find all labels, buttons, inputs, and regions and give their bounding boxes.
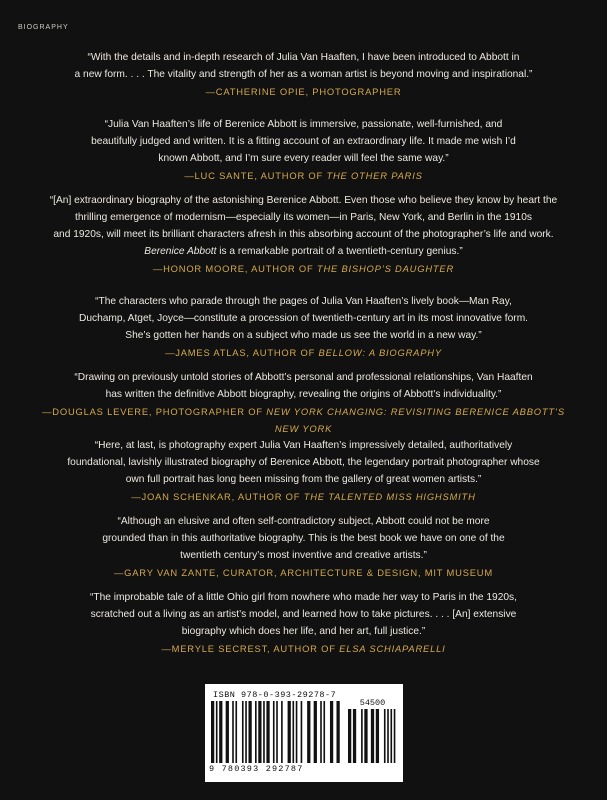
quote-line: “Drawing on previously untold stories of Abbott’s personal and professional relationships, Van Haaften — [74, 372, 533, 383]
quote-line: grounded than in this authoritative biography. This is the best book we have on one of the — [102, 533, 505, 544]
barcode-bar — [384, 709, 386, 763]
barcode-bar — [273, 701, 275, 763]
barcode-bar — [376, 709, 379, 763]
quote-line: “With the details and in-depth research of Julia Van Haaften, I have been introduced to Abbott in — [87, 52, 520, 63]
quote-line: “[An] extraordinary biography of the astonishing Berenice Abbott. Even those who believe they know by heart the — [49, 195, 558, 206]
quote-line: a new form. . . . The vitality and strength of her as a woman artist is beyond moving and inspirational.” — [74, 69, 533, 80]
barcode-bar — [348, 709, 351, 763]
blurb-schenkar — [30, 437, 577, 505]
quote-line: scratched out a living as an artist’s model, and learned how to take pictures. . . . [An] extensive — [90, 609, 517, 620]
price-barcode-bars — [348, 709, 397, 763]
quote-line: foundational, lavishly illustrated biography of Berenice Abbott, the legendary portrait photographer whose — [67, 457, 540, 468]
ean-barcode-bars — [211, 701, 343, 763]
quote-line: known Abbott, and I’m sure every reader will feel the same way.” — [158, 153, 449, 164]
attribution — [30, 488, 577, 505]
attribution-author: —JOAN SCHENKAR, AUTHOR OF — [131, 491, 304, 502]
barcode-bar — [296, 701, 298, 763]
attribution-book-title: THE TALENTED MISS HIGHSMITH — [303, 491, 476, 502]
barcode-bar — [235, 701, 237, 763]
quote-line: “Julia Van Haaften’s life of Berenice Abbott is immersive, passionate, well-furnished, and — [104, 119, 503, 130]
barcode-bar — [232, 701, 234, 763]
barcode-bar — [390, 709, 392, 763]
attribution — [30, 260, 577, 277]
barcode-bar — [276, 701, 278, 763]
isbn-barcode — [205, 684, 403, 782]
barcode-bar — [292, 701, 294, 763]
barcode-bar — [211, 701, 214, 763]
quote-line: biography which does her life, and her art, full justice.” — [181, 626, 426, 637]
barcode-bar — [323, 701, 325, 763]
blurb-atlas — [30, 293, 577, 361]
quote-line: own full portrait has long been missing from the gallery of great women artists.” — [125, 474, 482, 485]
attribution: —CATHERINE OPIE, PHOTOGRAPHER — [205, 86, 402, 97]
attribution-author: —HONOR MOORE, AUTHOR OF — [152, 263, 317, 274]
blurb-opie — [30, 49, 577, 100]
quote-line: “Although an elusive and often self-contradictory subject, Abbott could not be more — [117, 516, 490, 527]
barcode-bar — [394, 709, 396, 763]
attribution: —GARY VAN ZANTE, CURATOR, ARCHITECTURE & DESIGN, MIT MUSEUM — [113, 567, 493, 578]
quote-line — [30, 243, 577, 260]
attribution — [30, 403, 577, 437]
quote-line: and 1920s, will meet its brilliant characters afresh in this absorbing account of the photographer’s life and work. — [53, 229, 554, 240]
barcode-bar — [336, 701, 339, 763]
barcode-bar — [219, 701, 222, 763]
barcode-bar — [301, 701, 303, 763]
quote-line: twentieth century’s most inventive and creative artists.” — [180, 550, 427, 561]
barcode-bar — [242, 701, 244, 763]
barcode-bar — [281, 701, 283, 763]
quote-line: “The characters who parade through the pages of Julia Van Haaften’s lively book—Man Ray, — [95, 296, 512, 307]
barcode-bar — [353, 709, 356, 763]
barcode-bar — [248, 701, 251, 763]
attribution — [30, 640, 577, 657]
attribution-book-title: BELLOW: A BIOGRAPHY — [318, 347, 442, 358]
barcode-bar — [320, 701, 322, 763]
isbn-label: ISBN 978-0-393-29278-7 — [213, 690, 337, 700]
attribution-book-title: THE OTHER PARIS — [326, 170, 423, 181]
attribution-book-title: NEW YORK CHANGING: REVISITING BERENICE ABBOTT’S NEW YORK — [266, 406, 565, 434]
quote-line: thrilling emergence of modernism—especially its women—in Paris, New York, and Berlin in the 1910s — [75, 212, 532, 223]
barcode-bar — [307, 701, 310, 763]
attribution — [30, 167, 577, 184]
quote-line: beautifully judged and written. It is a fitting account of an extraordinary life. It made me wish I’d — [91, 136, 516, 147]
attribution-book-title: THE BISHOP’S DAUGHTER — [316, 263, 455, 274]
barcode-bar — [258, 701, 261, 763]
barcode-bar — [361, 709, 363, 763]
attribution-author: —DOUGLAS LEVERE, PHOTOGRAPHER OF — [42, 406, 267, 417]
quote-book-title: Berenice Abbott — [144, 246, 217, 257]
barcode-bar — [245, 701, 247, 763]
isbn-digits: 9 780393 292787 — [209, 764, 304, 774]
barcode-bar — [226, 701, 229, 763]
barcode-bar — [216, 701, 218, 763]
blurb-secrest — [30, 589, 577, 657]
barcode-bar — [387, 709, 389, 763]
blurb-van-zante — [30, 513, 577, 581]
blurb-levere — [30, 369, 577, 437]
barcode-bar — [364, 709, 367, 763]
attribution-author: —MERYLE SECREST, AUTHOR OF — [161, 643, 340, 654]
attribution — [30, 344, 577, 361]
price-code-label: 54500 — [359, 698, 386, 708]
barcode-bar — [266, 701, 269, 763]
attribution-author: —LUC SANTE, AUTHOR OF — [184, 170, 327, 181]
blurb-sante — [30, 116, 577, 184]
blurb-moore — [30, 192, 577, 277]
quote-line: “Here, at last, is photography expert Julia Van Haaften’s impressively detailed, authoritatively — [94, 440, 513, 451]
barcode-bar — [255, 701, 257, 763]
quote-text: is a remarkable portrait of a twentieth-century genius.” — [216, 246, 463, 257]
category-label: BIOGRAPHY — [18, 24, 69, 31]
quote-line: Duchamp, Atget, Joyce—constitute a procession of twentieth-century art in its most innovative form. — [78, 313, 529, 324]
quote-line: “The improbable tale of a little Ohio girl from nowhere who made her way to Paris in the 1920s, — [90, 592, 517, 603]
attribution-book-title: ELSA SCHIAPARELLI — [339, 643, 446, 654]
barcode-bar — [330, 701, 333, 763]
attribution-author: —JAMES ATLAS, AUTHOR OF — [165, 347, 319, 358]
quote-line: She’s gotten her hands on a subject who made us see the world in a new way.” — [125, 330, 482, 341]
quote-line: has written the definitive Abbott biography, revealing the origins of Abbott’s individuality.” — [105, 389, 502, 400]
barcode-bar — [288, 701, 291, 763]
barcode-bar — [371, 709, 374, 763]
barcode-bar — [314, 701, 317, 763]
barcode-bar — [263, 701, 265, 763]
